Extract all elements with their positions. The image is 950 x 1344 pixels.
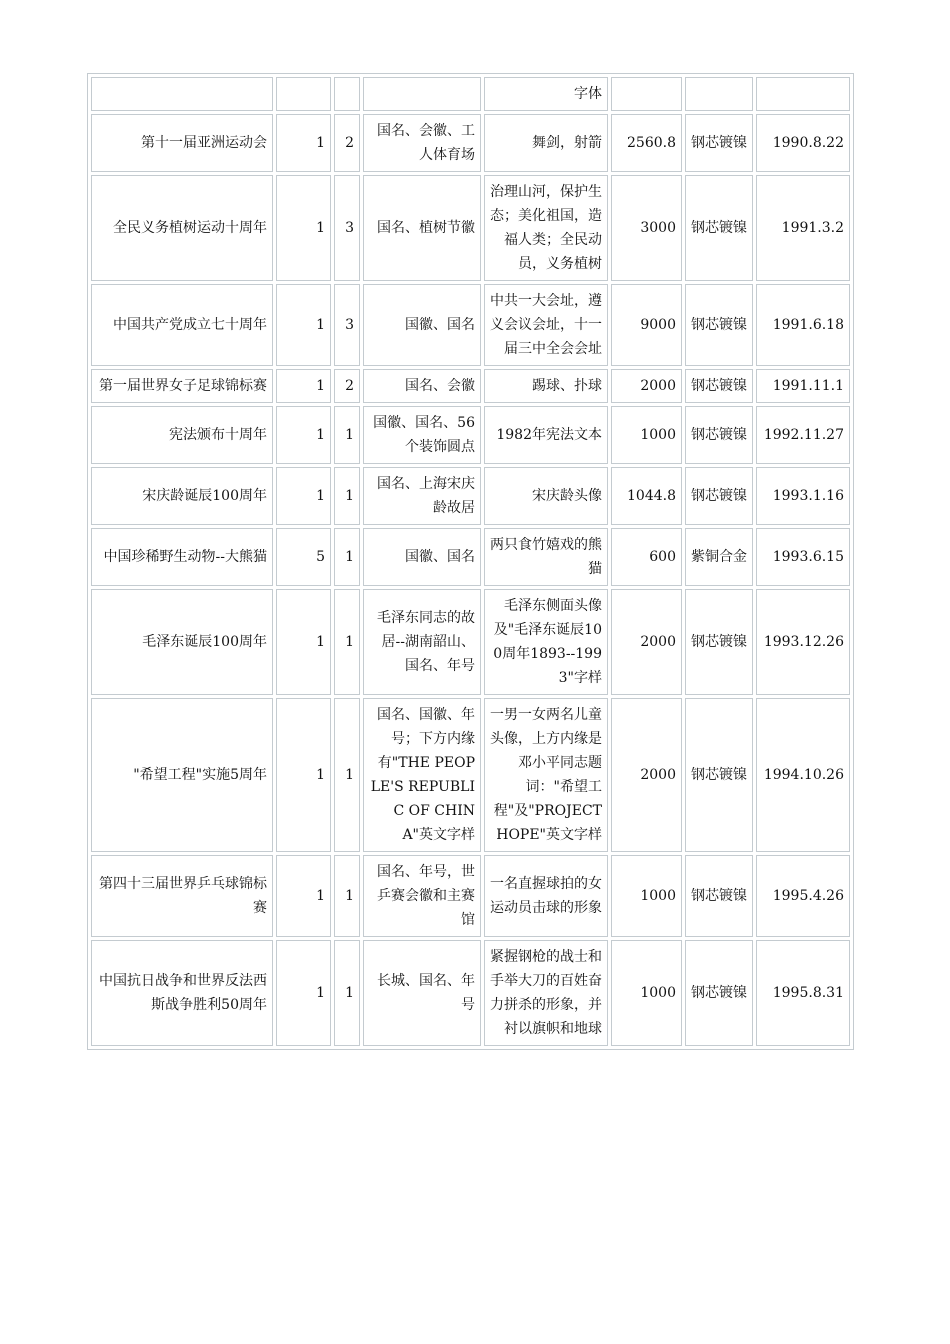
mintage-cell: 2000 [611, 698, 682, 852]
reverse-design-cell: 一名直握球拍的女运动员击球的形象 [484, 855, 608, 937]
issue-date-cell: 1991.11.1 [756, 369, 850, 403]
set-count-cell: 3 [334, 175, 360, 281]
set-count-cell: 1 [334, 589, 360, 695]
reverse-design-cell: 宋庆龄头像 [484, 467, 608, 525]
reverse-design-cell: 舞剑，射箭 [484, 114, 608, 172]
quantity-cell: 1 [276, 175, 331, 281]
issue-date-cell: 1995.4.26 [756, 855, 850, 937]
table-row [91, 175, 850, 281]
reverse-design-cell: 两只食竹嬉戏的熊猫 [484, 528, 608, 586]
header-cell [363, 77, 481, 111]
material-cell: 钢芯镀镍 [685, 698, 753, 852]
set-count-cell: 1 [334, 467, 360, 525]
mintage-cell: 1000 [611, 940, 682, 1046]
reverse-design-cell: 一男一女两名儿童头像，上方内缘是邓小平同志题词："希望工程"及"PROJECT HOPE"英文字样 [484, 698, 608, 852]
set-count-cell: 1 [334, 855, 360, 937]
quantity-cell: 1 [276, 369, 331, 403]
table-row [91, 369, 850, 403]
reverse-design-cell: 毛泽东侧面头像及"毛泽东诞辰100周年1893--1993"字样 [484, 589, 608, 695]
mintage-cell: 9000 [611, 284, 682, 366]
quantity-cell: 1 [276, 940, 331, 1046]
issue-date-cell: 1995.8.31 [756, 940, 850, 1046]
issue-date-cell: 1991.3.2 [756, 175, 850, 281]
commemorative-coin-table [87, 73, 854, 1050]
table-row [91, 406, 850, 464]
quantity-cell: 1 [276, 467, 331, 525]
obverse-design-cell: 国徽、国名 [363, 528, 481, 586]
quantity-cell: 1 [276, 114, 331, 172]
coin-name-cell: "希望工程"实施5周年 [91, 698, 273, 852]
issue-date-cell: 1993.6.15 [756, 528, 850, 586]
material-cell: 钢芯镀镍 [685, 940, 753, 1046]
material-cell: 钢芯镀镍 [685, 589, 753, 695]
table-row [91, 698, 850, 852]
mintage-cell: 1000 [611, 855, 682, 937]
set-count-cell: 3 [334, 284, 360, 366]
coin-name-cell: 全民义务植树运动十周年 [91, 175, 273, 281]
quantity-cell: 1 [276, 406, 331, 464]
mintage-cell: 1000 [611, 406, 682, 464]
obverse-design-cell: 长城、国名、年号 [363, 940, 481, 1046]
header-cell [334, 77, 360, 111]
coin-name-cell: 毛泽东诞辰100周年 [91, 589, 273, 695]
set-count-cell: 2 [334, 369, 360, 403]
material-cell: 钢芯镀镍 [685, 284, 753, 366]
material-cell: 钢芯镀镍 [685, 467, 753, 525]
issue-date-cell: 1991.6.18 [756, 284, 850, 366]
reverse-design-cell: 1982年宪法文本 [484, 406, 608, 464]
mintage-cell: 1044.8 [611, 467, 682, 525]
set-count-cell: 1 [334, 940, 360, 1046]
quantity-cell: 5 [276, 528, 331, 586]
obverse-design-cell: 毛泽东同志的故居--湖南韶山、国名、年号 [363, 589, 481, 695]
obverse-design-cell: 国名、会徽、工人体育场 [363, 114, 481, 172]
material-cell: 钢芯镀镍 [685, 175, 753, 281]
set-count-cell: 2 [334, 114, 360, 172]
coin-name-cell: 第一届世界女子足球锦标赛 [91, 369, 273, 403]
mintage-cell: 3000 [611, 175, 682, 281]
reverse-design-cell: 踢球、扑球 [484, 369, 608, 403]
table-row [91, 528, 850, 586]
header-cell [611, 77, 682, 111]
set-count-cell: 1 [334, 406, 360, 464]
issue-date-cell: 1992.11.27 [756, 406, 850, 464]
header-cell: 字体 [484, 77, 608, 111]
header-cell [685, 77, 753, 111]
quantity-cell: 1 [276, 284, 331, 366]
header-cell [756, 77, 850, 111]
material-cell: 钢芯镀镍 [685, 369, 753, 403]
mintage-cell: 2000 [611, 369, 682, 403]
table-row [91, 284, 850, 366]
quantity-cell: 1 [276, 589, 331, 695]
reverse-design-cell: 中共一大会址，遵义会议会址，十一届三中全会会址 [484, 284, 608, 366]
obverse-design-cell: 国徽、国名、56个装饰圆点 [363, 406, 481, 464]
table-row [91, 855, 850, 937]
set-count-cell: 1 [334, 528, 360, 586]
reverse-design-cell: 紧握钢枪的战士和手举大刀的百姓奋力拼杀的形象，并衬以旗帜和地球 [484, 940, 608, 1046]
mintage-cell: 2560.8 [611, 114, 682, 172]
header-cell [276, 77, 331, 111]
obverse-design-cell: 国名、会徽 [363, 369, 481, 403]
coin-name-cell: 第四十三届世界乒乓球锦标赛 [91, 855, 273, 937]
issue-date-cell: 1990.8.22 [756, 114, 850, 172]
obverse-design-cell: 国徽、国名 [363, 284, 481, 366]
obverse-design-cell: 国名、植树节徽 [363, 175, 481, 281]
table-header-row [91, 77, 850, 111]
table-row [91, 114, 850, 172]
quantity-cell: 1 [276, 698, 331, 852]
material-cell: 紫铜合金 [685, 528, 753, 586]
table-row [91, 940, 850, 1046]
header-cell [91, 77, 273, 111]
coin-name-cell: 第十一届亚洲运动会 [91, 114, 273, 172]
obverse-design-cell: 国名、国徽、年号；下方内缘有"THE PEOPLE'S REPUBLIC OF CHINA"英文字样 [363, 698, 481, 852]
set-count-cell: 1 [334, 698, 360, 852]
coin-name-cell: 宋庆龄诞辰100周年 [91, 467, 273, 525]
issue-date-cell: 1993.1.16 [756, 467, 850, 525]
material-cell: 钢芯镀镍 [685, 114, 753, 172]
table-row [91, 589, 850, 695]
obverse-design-cell: 国名、年号，世乒赛会徽和主赛馆 [363, 855, 481, 937]
mintage-cell: 600 [611, 528, 682, 586]
quantity-cell: 1 [276, 855, 331, 937]
material-cell: 钢芯镀镍 [685, 855, 753, 937]
material-cell: 钢芯镀镍 [685, 406, 753, 464]
table-row [91, 467, 850, 525]
issue-date-cell: 1994.10.26 [756, 698, 850, 852]
mintage-cell: 2000 [611, 589, 682, 695]
reverse-design-cell: 治理山河，保护生态；美化祖国，造福人类；全民动员，义务植树 [484, 175, 608, 281]
coin-name-cell: 中国珍稀野生动物--大熊猫 [91, 528, 273, 586]
coin-name-cell: 宪法颁布十周年 [91, 406, 273, 464]
coin-name-cell: 中国共产党成立七十周年 [91, 284, 273, 366]
coin-name-cell: 中国抗日战争和世界反法西斯战争胜利50周年 [91, 940, 273, 1046]
issue-date-cell: 1993.12.26 [756, 589, 850, 695]
obverse-design-cell: 国名、上海宋庆龄故居 [363, 467, 481, 525]
commemorative-coin-table-page [87, 73, 852, 1050]
